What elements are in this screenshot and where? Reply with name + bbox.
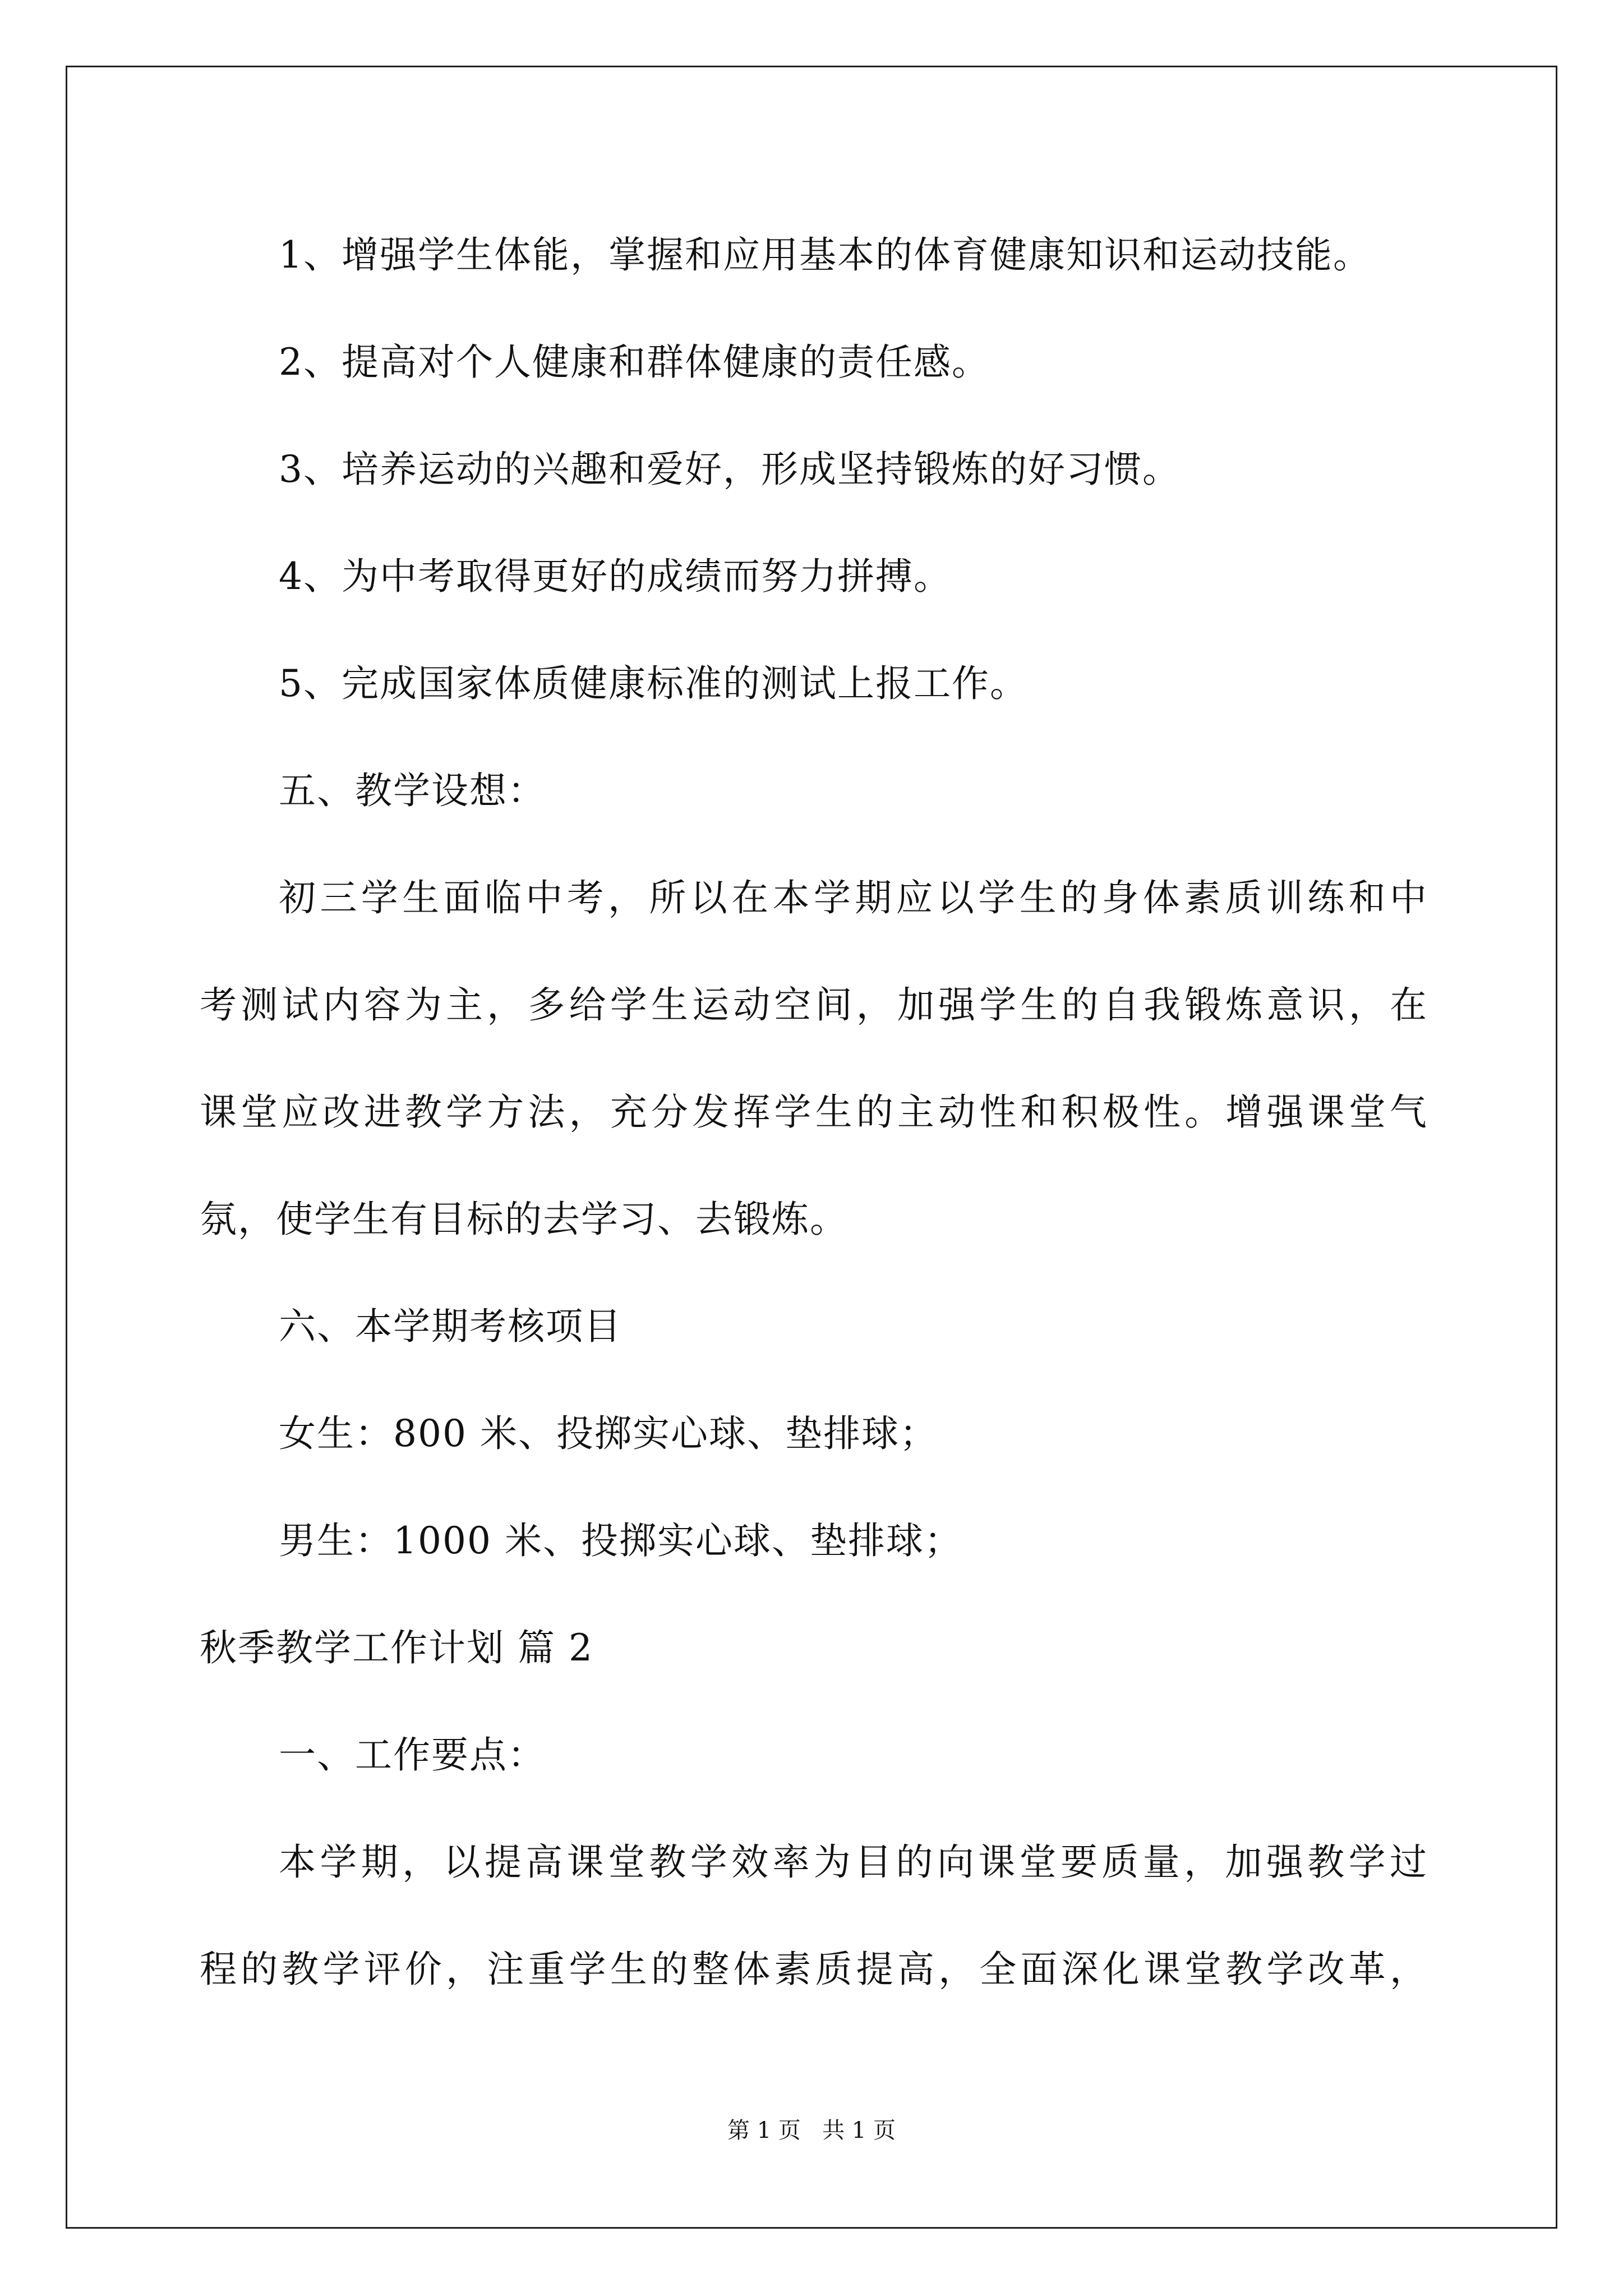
paragraph-line: 考测试内容为主，多给学生运动空间，加强学生的自我锻炼意识，在 [200,983,1428,1027]
section-heading-1: 一、工作要点： [279,1733,546,1777]
list-item-3: 3、培养运动的兴趣和爱好，形成坚持锻炼的好习惯。 [279,448,1181,491]
paragraph-line: 初三学生面临中考，所以在本学期应以学生的身体素质训练和中 [279,876,1428,919]
paragraph-line: 本学期，以提高课堂教学效率为目的向课堂要质量，加强教学过 [279,1841,1428,1884]
paragraph-line: 氛，使学生有目标的去学习、去锻炼。 [200,1198,848,1241]
list-item-1: 1、增强学生体能，掌握和应用基本的体育健康知识和运动技能。 [279,233,1371,277]
paragraph-line: 课堂应改进教学方法，充分发挥学生的主动性和积极性。增强课堂气 [200,1091,1428,1134]
list-item-4: 4、为中考取得更好的成绩而努力拼搏。 [279,555,952,598]
assessment-female: 女生：800 米、投掷实心球、垫排球； [279,1412,938,1455]
paragraph-line: 程的教学评价，注重学生的整体素质提高，全面深化课堂教学改革， [200,1948,1428,1991]
list-item-2: 2、提高对个人健康和群体健康的责任感。 [279,341,990,384]
assessment-male: 男生：1000 米、投掷实心球、垫排球； [279,1519,962,1562]
list-item-5: 5、完成国家体质健康标准的测试上报工作。 [279,662,1028,705]
article-title: 秋季教学工作计划 篇 2 [200,1626,593,1669]
page-number: 第 1 页 共 1 页 [727,2118,896,2143]
page-border [66,66,1557,2229]
section-heading-6: 六、本学期考核项目 [279,1305,622,1348]
section-heading-5: 五、教学设想： [279,769,546,812]
